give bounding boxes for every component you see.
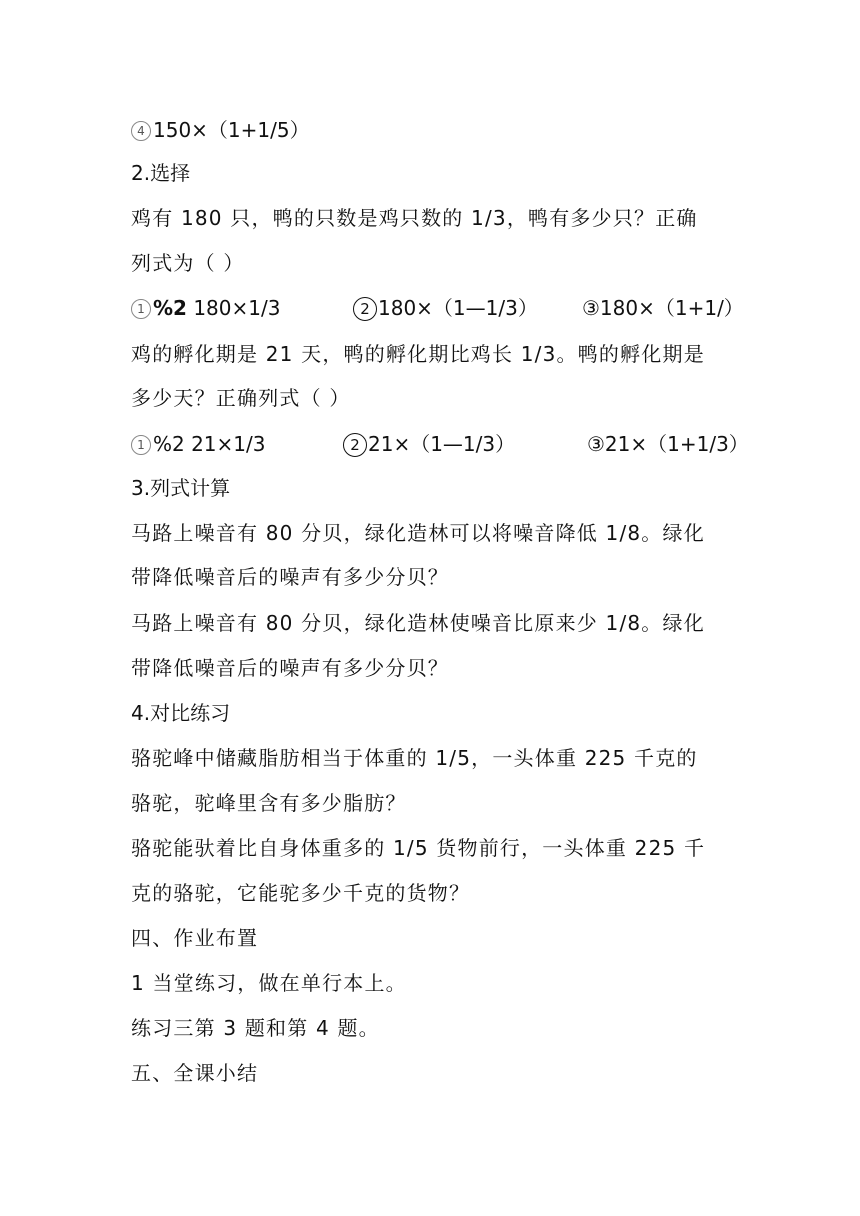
item-4-line [131, 116, 310, 144]
options-row-2 [131, 430, 749, 458]
option-3: ③180×（1+1/） [582, 296, 744, 320]
line-text: 150×（1+1/5） [153, 118, 310, 142]
options-row-1 [131, 294, 744, 322]
paragraph-line: 骆驼峰中储藏脂肪相当于体重的 1/5，一头体重 225 千克的 [131, 746, 698, 770]
option-1 [131, 430, 265, 458]
option-text: 180×（1—1/3） [378, 296, 538, 320]
circled-number: 2 [343, 433, 367, 457]
paragraph-line: 骆驼，驼峰里含有多少脂肪？ [131, 791, 407, 815]
paragraph-line: 多少天？正确列式（ ） [131, 386, 351, 410]
option-code: %2 [153, 296, 187, 320]
option-1 [131, 294, 280, 322]
circled-number: 1 [131, 299, 151, 319]
paragraph-line: 列式为（ ） [131, 251, 245, 275]
option-2 [343, 430, 515, 458]
paragraph-line: 带降低噪音后的噪声有多少分贝？ [131, 656, 449, 680]
paragraph-line: 马路上噪音有 80 分贝，绿化造林使噪音比原来少 1/8。绿化 [131, 611, 705, 635]
paragraph-line: 带降低噪音后的噪声有多少分贝？ [131, 565, 449, 589]
section-heading-summary: 五、全课小结 [131, 1061, 259, 1085]
paragraph-line: 马路上噪音有 80 分贝，绿化造林可以将噪音降低 1/8。绿化 [131, 521, 705, 545]
option-text: %2 21×1/3 [153, 432, 266, 456]
circled-number: 2 [353, 297, 377, 321]
option-text: 21×（1—1/3） [368, 432, 516, 456]
paragraph-line: 1 当堂练习，做在单行本上。 [131, 971, 407, 995]
section-heading-choice: 2.选择 [131, 161, 191, 185]
section-heading-compare: 4.对比练习 [131, 701, 231, 725]
option-text: 180×1/3 [186, 296, 281, 320]
paragraph-line: 鸡有 180 只，鸭的只数是鸡只数的 1/3，鸭有多少只？正确 [131, 206, 698, 230]
paragraph-line: 骆驼能驮着比自身体重多的 1/5 货物前行，一头体重 225 千 [131, 836, 706, 860]
section-heading-calc: 3.列式计算 [131, 476, 231, 500]
option-2 [353, 294, 538, 322]
circled-number: 1 [131, 435, 151, 455]
paragraph-line: 鸡的孵化期是 21 天，鸭的孵化期比鸡长 1/3。鸭的孵化期是 [131, 342, 705, 366]
circled-number: 4 [131, 121, 151, 141]
section-heading-homework: 四、作业布置 [131, 926, 259, 950]
option-3: ③21×（1+1/3） [587, 432, 749, 456]
paragraph-line: 克的骆驼，它能驼多少千克的货物？ [131, 881, 471, 905]
paragraph-line: 练习三第 3 题和第 4 题。 [131, 1016, 380, 1040]
